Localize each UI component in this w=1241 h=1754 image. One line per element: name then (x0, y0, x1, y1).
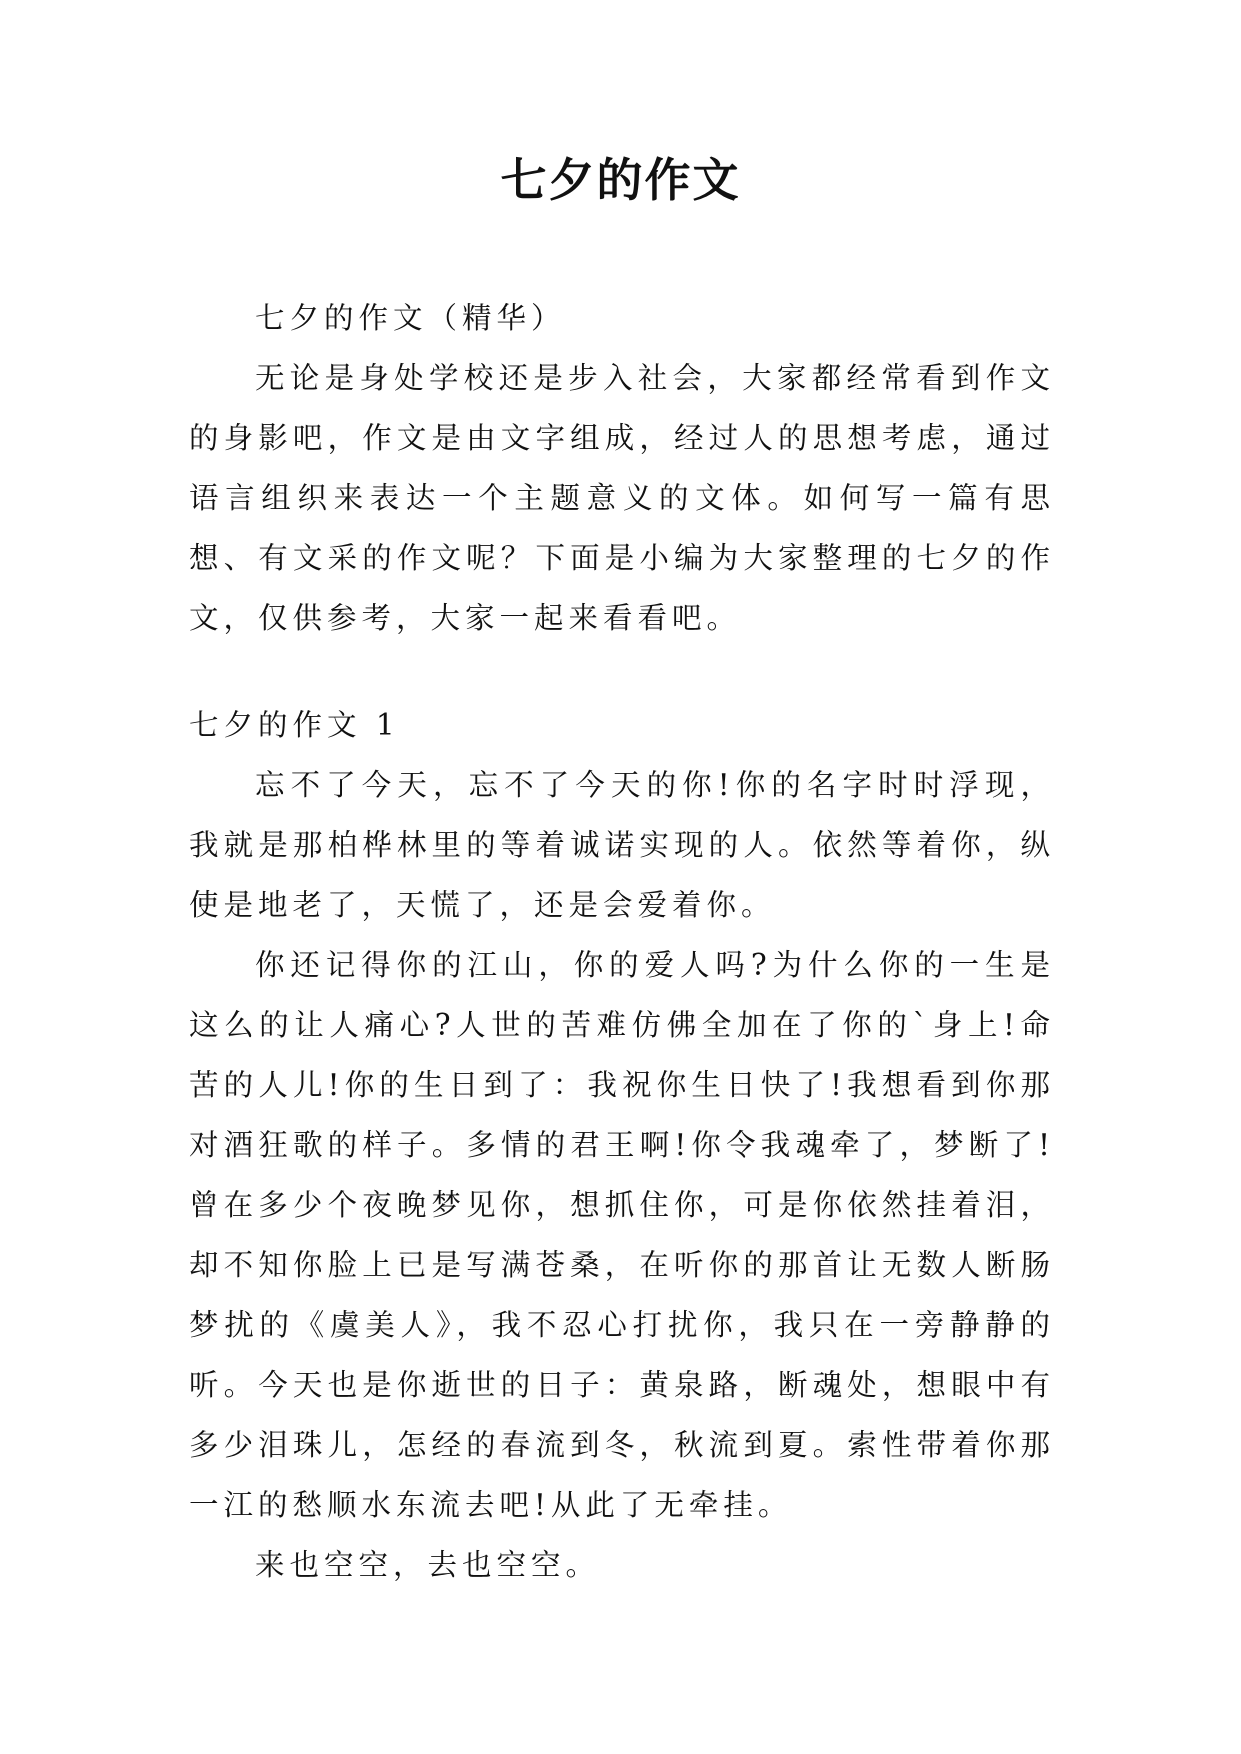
essay-1-paragraph-3: 来也空空，去也空空。 (255, 1548, 601, 1582)
essay-1-paragraph-2: 你还记得你的江山，你的爱人吗?为什么你的一生是这么的让人痛心?人世的苦难仿佛全加在了你的`身上!命苦的人儿!你的生日到了：我祝你生日快了!我想看到你那对酒狂歌的样子。多情的君王啊!你令我魂牵了，梦断了!曾在多少个夜晚梦见你，想抓住你，可是你依然挂着泪，却不知你脸上已是写满苍桑，在听你的那首让无数人断肠梦扰的《虞美人》，我不忍心打扰你，我只在一旁静静的听。今天也是你逝世的日子：黄泉路，断魂处，想眼中有多少泪珠儿，怎经的春流到冬，秋流到夏。索性带着你那一江的愁顺水东流去吧!从此了无牵挂。 (189, 948, 1055, 1522)
intro-section (189, 288, 1055, 648)
essay-1-heading: 七夕的作文 1 (189, 708, 400, 742)
intro-subtitle: 七夕的作文（精华） (255, 301, 566, 335)
intro-paragraph: 无论是身处学校还是步入社会，大家都经常看到作文的身影吧，作文是由文字组成，经过人的思想考虑，通过语言组织来表达一个主题意义的文体。如何写一篇有思想、有文采的作文呢？下面是小编为大家整理的七夕的作文，仅供参考，大家一起来看看吧。 (189, 361, 1055, 635)
document-title: 七夕的作文 (500, 153, 741, 207)
essay-1-paragraph-1: 忘不了今天，忘不了今天的你!你的名字时时浮现，我就是那柏桦林里的等着诚诺实现的人。依然等着你，纵使是地老了，天慌了，还是会爱着你。 (189, 768, 1055, 922)
essay-1-section (189, 695, 1055, 1595)
